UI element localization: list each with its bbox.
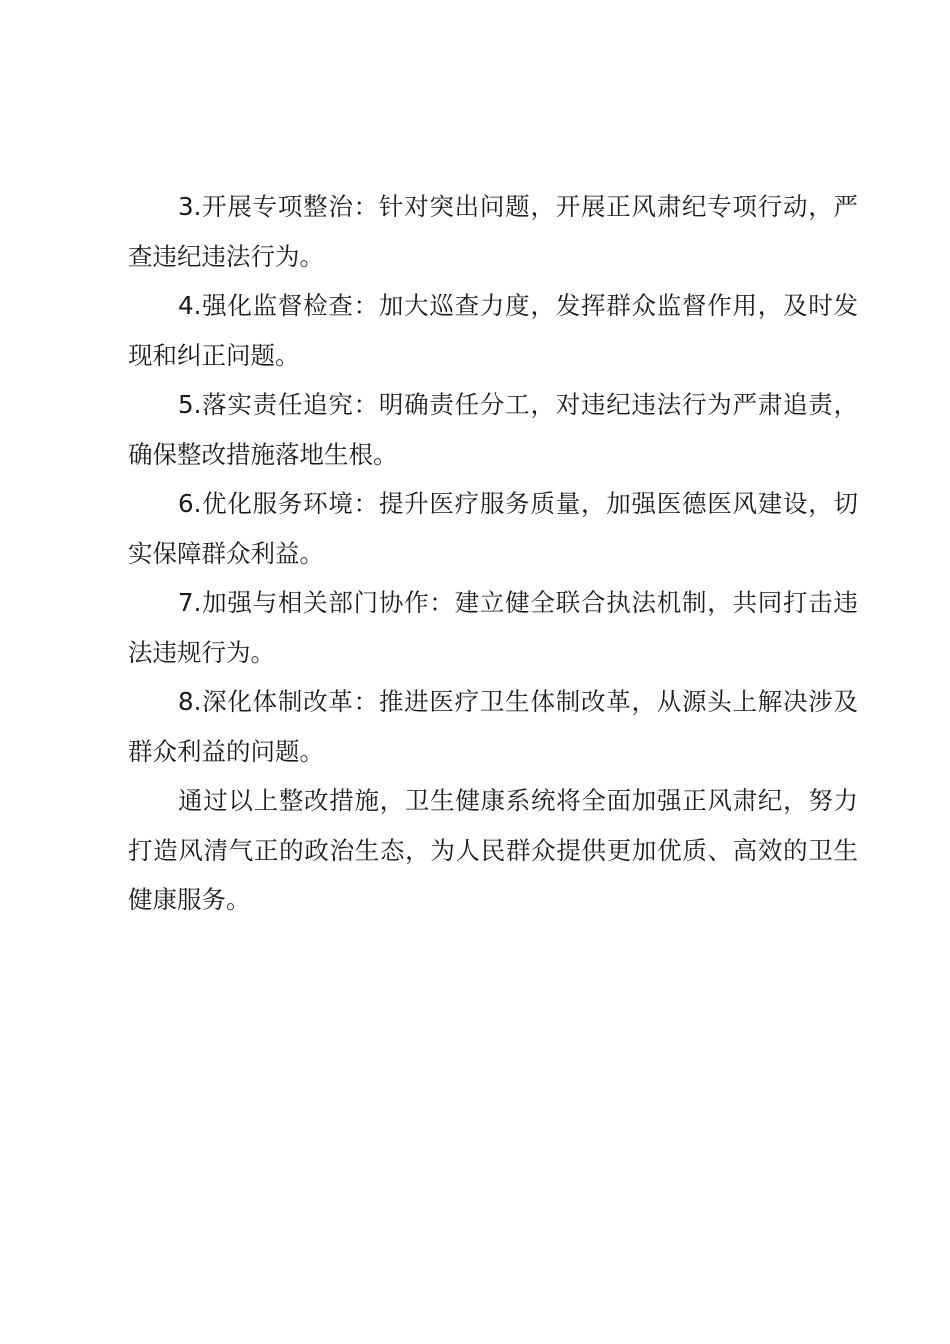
measure-item-4: 4.强化监督检查：加大巡查力度，发挥群众监督作用，及时发现和纠正问题。 (128, 291, 858, 370)
measure-item-7: 7.加强与相关部门协作：建立健全联合执法机制，共同打击违法违规行为。 (128, 588, 858, 667)
conclusion-paragraph: 通过以上整改措施，卫生健康系统将全面加强正风肃纪，努力打造风清气正的政治生态，为人民群众提供更加优质、高效的卫生健康服务。 (128, 786, 858, 914)
measure-item-6: 6.优化服务环境：提升医疗服务质量，加强医德医风建设，切实保障群众利益。 (128, 489, 858, 568)
measure-item-5: 5.落实责任追究：明确责任分工，对违纪违法行为严肃追责，确保整改措施落地生根。 (128, 390, 858, 469)
document-body (128, 182, 858, 925)
measure-item-3: 3.开展专项整治：针对突出问题，开展正风肃纪专项行动，严查违纪违法行为。 (128, 192, 858, 271)
measure-item-8: 8.深化体制改革：推进医疗卫生体制改革，从源头上解决涉及群众利益的问题。 (128, 687, 858, 766)
